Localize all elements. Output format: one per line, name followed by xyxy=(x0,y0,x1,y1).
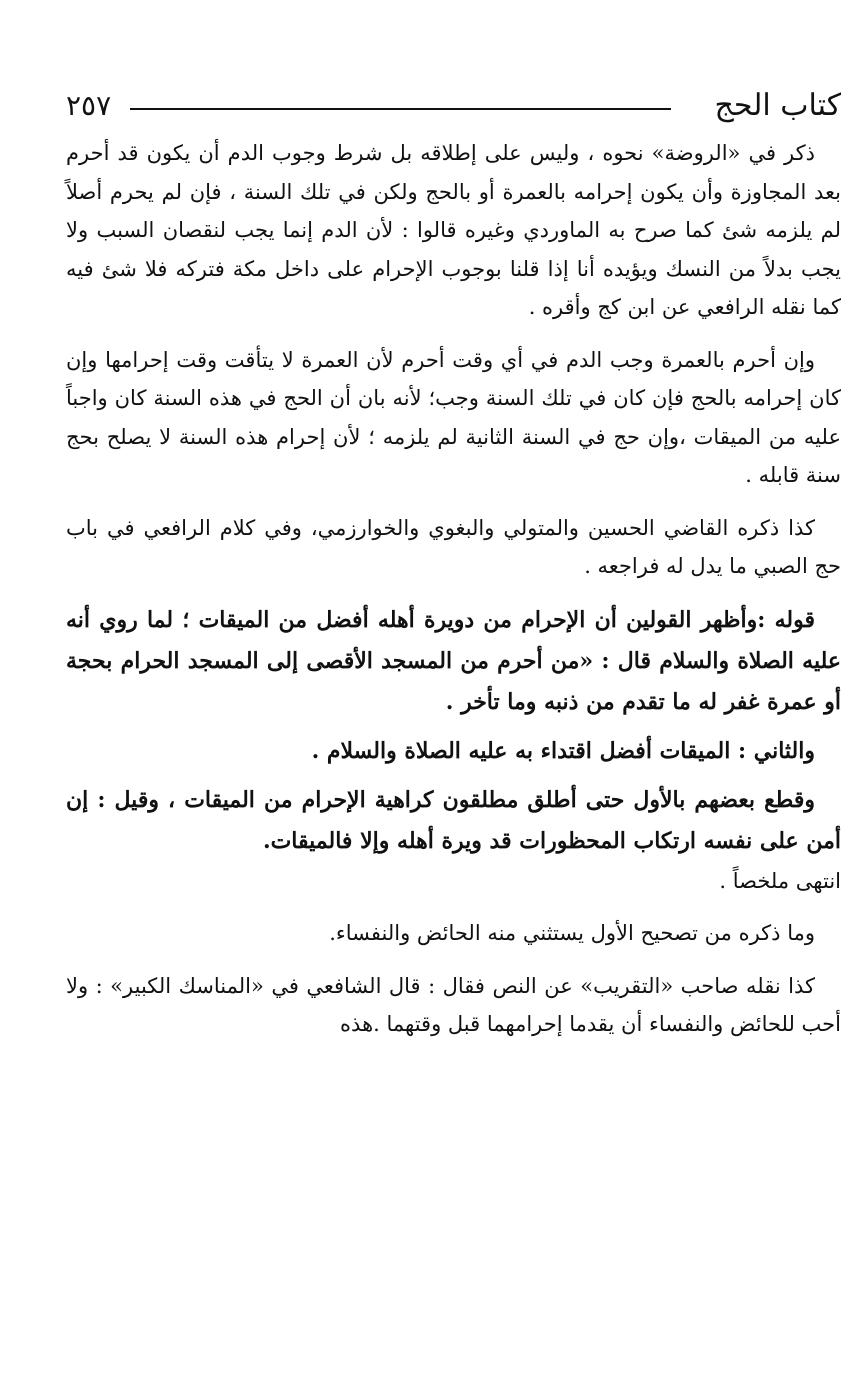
paragraph-conclusion: انتهى ملخصاً . xyxy=(719,868,841,893)
chapter-title: كتاب الحج xyxy=(714,88,841,123)
paragraph-quote-1: قوله :وأظهر القولين أن الإحرام من دويرة أهله أفضل من الميقات ؛ لما روي أنه عليه الصلاة والسلام قال : «من أحرم من المسجد الأقصى إلى المسجد الحرام بحجة أو عمرة غفر له ما تقدم من ذنبه وما تأخر . xyxy=(66,606,841,715)
paragraph-1: ذكر في «الروضة» نحوه ، وليس على إطلاقه بل شرط وجوب الدم أن يكون قد أحرم بعد المجاوزة وأن يكون إحرامه بالعمرة أو بالحج ولكن في تلك السنة ، فإن لم يحرم أصلاً لم يلزمه شئ كما صرح به الماوردي وغيره قالوا : لأن الدم إنما يجب لنقصان السبب ولا يجب بدلاً من النسك ويؤيده أنا إذا قلنا بوجوب الإحرام على داخل مكة فتركه فلا شئ فيه كما نقله الرافعي عن ابن كج وأقره . xyxy=(66,141,841,319)
page-number: ٢٥٧ xyxy=(66,89,112,122)
paragraph-4: وما ذكره من تصحيح الأول يستثني منه الحائض والنفساء. xyxy=(329,921,815,945)
header-rule xyxy=(130,108,671,110)
paragraph-quote-3: وقطع بعضهم بالأول حتى أطلق مطلقون كراهية الإحرام من الميقات ، وقيل : إن أمن على نفسه ارتكاب المحظورات قد ويرة أهله وإلا فالميقات. xyxy=(66,786,841,854)
paragraph-quote-2: والثاني : الميقات أفضل اقتداء به عليه الصلاة والسلام . xyxy=(311,737,815,764)
paragraph-5: كذا نقله صاحب «التقريب» عن النص فقال : قال الشافعي في «المناسك الكبير» : ولا أحب للحائض والنفساء أن يقدما إحرامهما قبل وقتهما .هذه xyxy=(66,973,841,1036)
body-text xyxy=(66,134,841,1044)
running-header xyxy=(66,78,841,134)
paragraph-2: وإن أحرم بالعمرة وجب الدم في أي وقت أحرم لأن العمرة لا يتأقت وقت إحرامها وإن كان إحرامه بالحج فإن كان في تلك السنة وجب؛ لأنه بان أن الحج في هذه السنة كان واجباً عليه من الميقات ،وإن حج في السنة الثانية لم يلزمه ؛ لأن إحرام هذه السنة لا يصلح بحج سنة قابله . xyxy=(66,347,841,487)
book-page xyxy=(66,78,841,1378)
paragraph-3: كذا ذكره القاضي الحسين والمتولي والبغوي والخوارزمي، وفي كلام الرافعي في باب حج الصبي ما يدل له فراجعه . xyxy=(66,515,841,578)
